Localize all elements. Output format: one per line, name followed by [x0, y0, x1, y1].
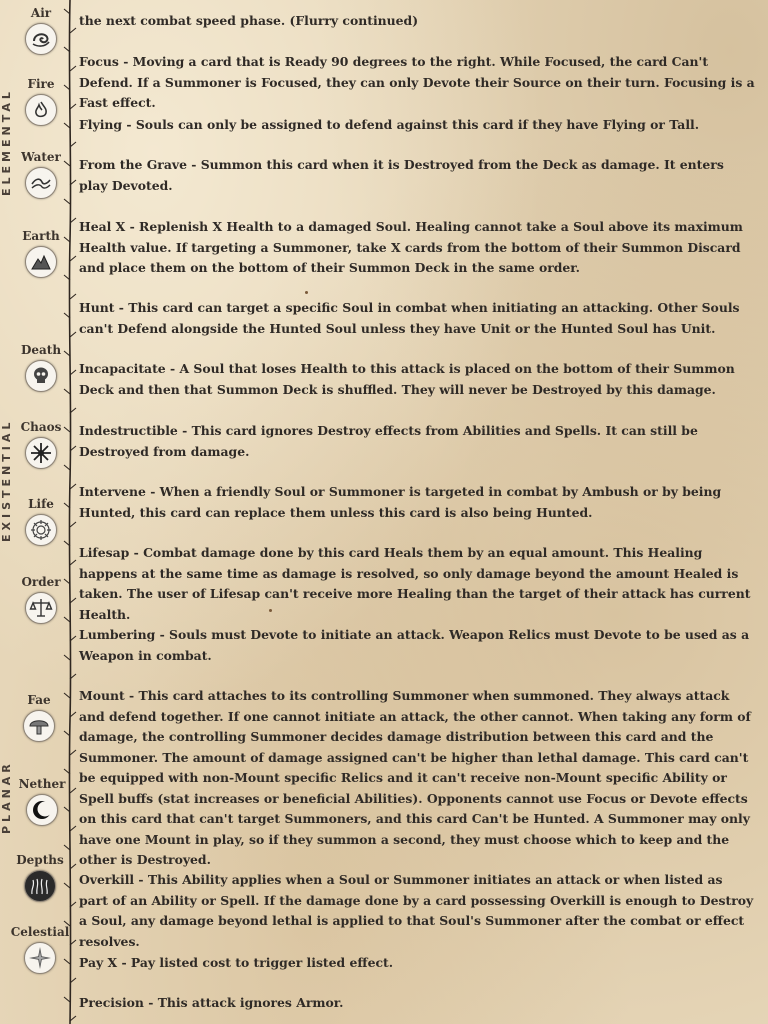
vine-thorn: [70, 332, 76, 337]
vine-thorn: [70, 1016, 76, 1021]
earth-mountain-icon: [25, 246, 57, 278]
fae-mushroom-icon: [23, 710, 55, 742]
glossary-entry-heal-x: Heal X - Replenish X Health to a damaged Soul. Healing cannot take a Soul above its maximum Health value. If targeting a Summoner, take X cards from the bottom of their Summon Discard and place them on the bottom of their Summon Deck in the same order.: [79, 219, 743, 275]
element-fire: [11, 77, 71, 126]
element-name: Water: [21, 150, 61, 164]
vine-thorn: [64, 655, 70, 660]
vine-thorn: [64, 845, 70, 850]
element-name: Order: [21, 575, 61, 589]
element-death: [11, 343, 71, 392]
glossary-entry-intervene: Intervene - When a friendly Soul or Summoner is targeted in combat by Ambush or by being Hunted, this card can replace them unless this card is also being Hunted.: [79, 484, 722, 520]
vine-thorn: [70, 560, 76, 565]
glossary-entry-lifesap: Lifesap - Combat damage done by this card Heals them by an equal amount. This Healing happens at the same time as damage is resolved, so only damage beyond the amount Healed is taken. The user of Lifesap can't receive more Healing than the target of their attack has current Health.: [79, 545, 751, 622]
element-name: Death: [20, 343, 62, 357]
life-flower-icon: [25, 514, 57, 546]
fire-flame-icon: [25, 94, 57, 126]
chaos-star-icon: [25, 437, 57, 469]
element-name: Fire: [27, 77, 55, 91]
element-air: [11, 6, 71, 55]
order-scales-icon: [25, 592, 57, 624]
vine-thorn: [70, 826, 76, 831]
element-life: [11, 497, 71, 546]
element-chaos: [11, 420, 71, 469]
death-skull-icon: [25, 360, 57, 392]
depths-tentacles-icon: [24, 870, 56, 902]
element-name: Life: [28, 497, 54, 511]
glossary-entry-mount: Mount - This card attaches to its controlling Summoner when summoned. They always attack and defend together. If one cannot initiate an attack, the other cannot. When taking any form of damage, the controlling Summoner decides damage distribution between this card and the Summoner. The amount of damage assigned can't be higher than lethal damage. This card can't be equipped with non-Mount specific Relics and it can't receive non-Mount specific Ability or Spell buffs (stat increases or beneficial Abilities). Opponents cannot use Focus or Devote effects on this card that can't target Summoners, and this card Can't be Hunted. A Summoner may only have one Mount in play, so if they summon a second, they must choose which to keep and the other is Destroyed.: [79, 688, 751, 867]
element-name: Fae: [27, 693, 51, 707]
parchment-speck: [269, 609, 272, 612]
glossary-entry-hunt: Hunt - This card can target a specific Soul in combat when initiating an attacking. Other Souls can't Defend alongside the Hunted Soul unless they have Unit or the Hunted Soul has Unit.: [79, 300, 740, 336]
glossary-entry-precision: Precision - This attack ignores Armor.: [79, 995, 344, 1010]
glossary-entry-lumbering: Lumbering - Souls must Devote to initiate an attack. Weapon Relics must Devote to be used as a Weapon in combat.: [79, 627, 750, 663]
element-name: Chaos: [20, 420, 62, 434]
element-celestial: [10, 925, 70, 974]
vine-thorn: [70, 484, 76, 489]
glossary-entry-flurry-continued: the next combat speed phase. (Flurry continued): [79, 13, 419, 28]
element-earth: [11, 229, 71, 278]
element-depths: [10, 853, 70, 902]
element-name: Nether: [18, 777, 66, 791]
parchment-speck: [305, 291, 308, 294]
element-nether: [12, 777, 72, 826]
category-label-elemental: ELEMENTAL: [0, 88, 13, 196]
element-water: [11, 150, 71, 199]
element-fae: [9, 693, 69, 742]
glossary-entry-incapacitate: Incapacitate - A Soul that loses Health to this attack is placed on the bottom of their Summon Deck and then that Summon Deck is shuffled. They will never be Destroyed by this damage.: [79, 361, 735, 397]
glossary-entry-from-the-grave: From the Grave - Summon this card when it is Destroyed from the Deck as damage. It enters play Devoted.: [79, 157, 724, 193]
vine-thorn: [64, 997, 70, 1002]
element-name: Celestial: [10, 925, 70, 939]
celestial-star-icon: [24, 942, 56, 974]
glossary-entry-flying: Flying - Souls can only be assigned to defend against this card if they have Flying or Tall.: [79, 117, 700, 132]
air-swirl-icon: [25, 23, 57, 55]
glossary-entry-pay-x: Pay X - Pay listed cost to trigger listed effect.: [79, 955, 394, 970]
glossary-entry-indestructible: Indestructible - This card ignores Destroy effects from Abilities and Spells. It can still be Destroyed from damage.: [79, 423, 698, 459]
vine-thorn: [70, 294, 76, 299]
element-name: Air: [30, 6, 52, 20]
water-wave-icon: [25, 167, 57, 199]
vine-thorn: [70, 66, 76, 71]
element-name: Depths: [16, 853, 64, 867]
element-order: [11, 575, 71, 624]
glossary-entry-overkill: Overkill - This Ability applies when a Soul or Summoner initiates an attack or when listed as part of an Ability or Spell. If the damage done by a card possessing Overkill is enough to Destroy a Soul, any damage beyond lethal is applied to that Soul's Summoner after the combat or effect resolves.: [79, 872, 754, 949]
element-name: Earth: [22, 229, 60, 243]
glossary-entry-focus: Focus - Moving a card that is Ready 90 degrees to the right. While Focused, the card Can't Defend. If a Summoner is Focused, they can only Devote their Source on their turn. Focusing is a Fast effect.: [79, 54, 755, 110]
vine-thorn: [70, 750, 76, 755]
vine-thorn: [64, 199, 70, 204]
category-label-planar: PLANAR: [0, 760, 13, 834]
nether-crescent-icon: [26, 794, 58, 826]
category-label-existential: EXISTENTIAL: [0, 418, 13, 542]
